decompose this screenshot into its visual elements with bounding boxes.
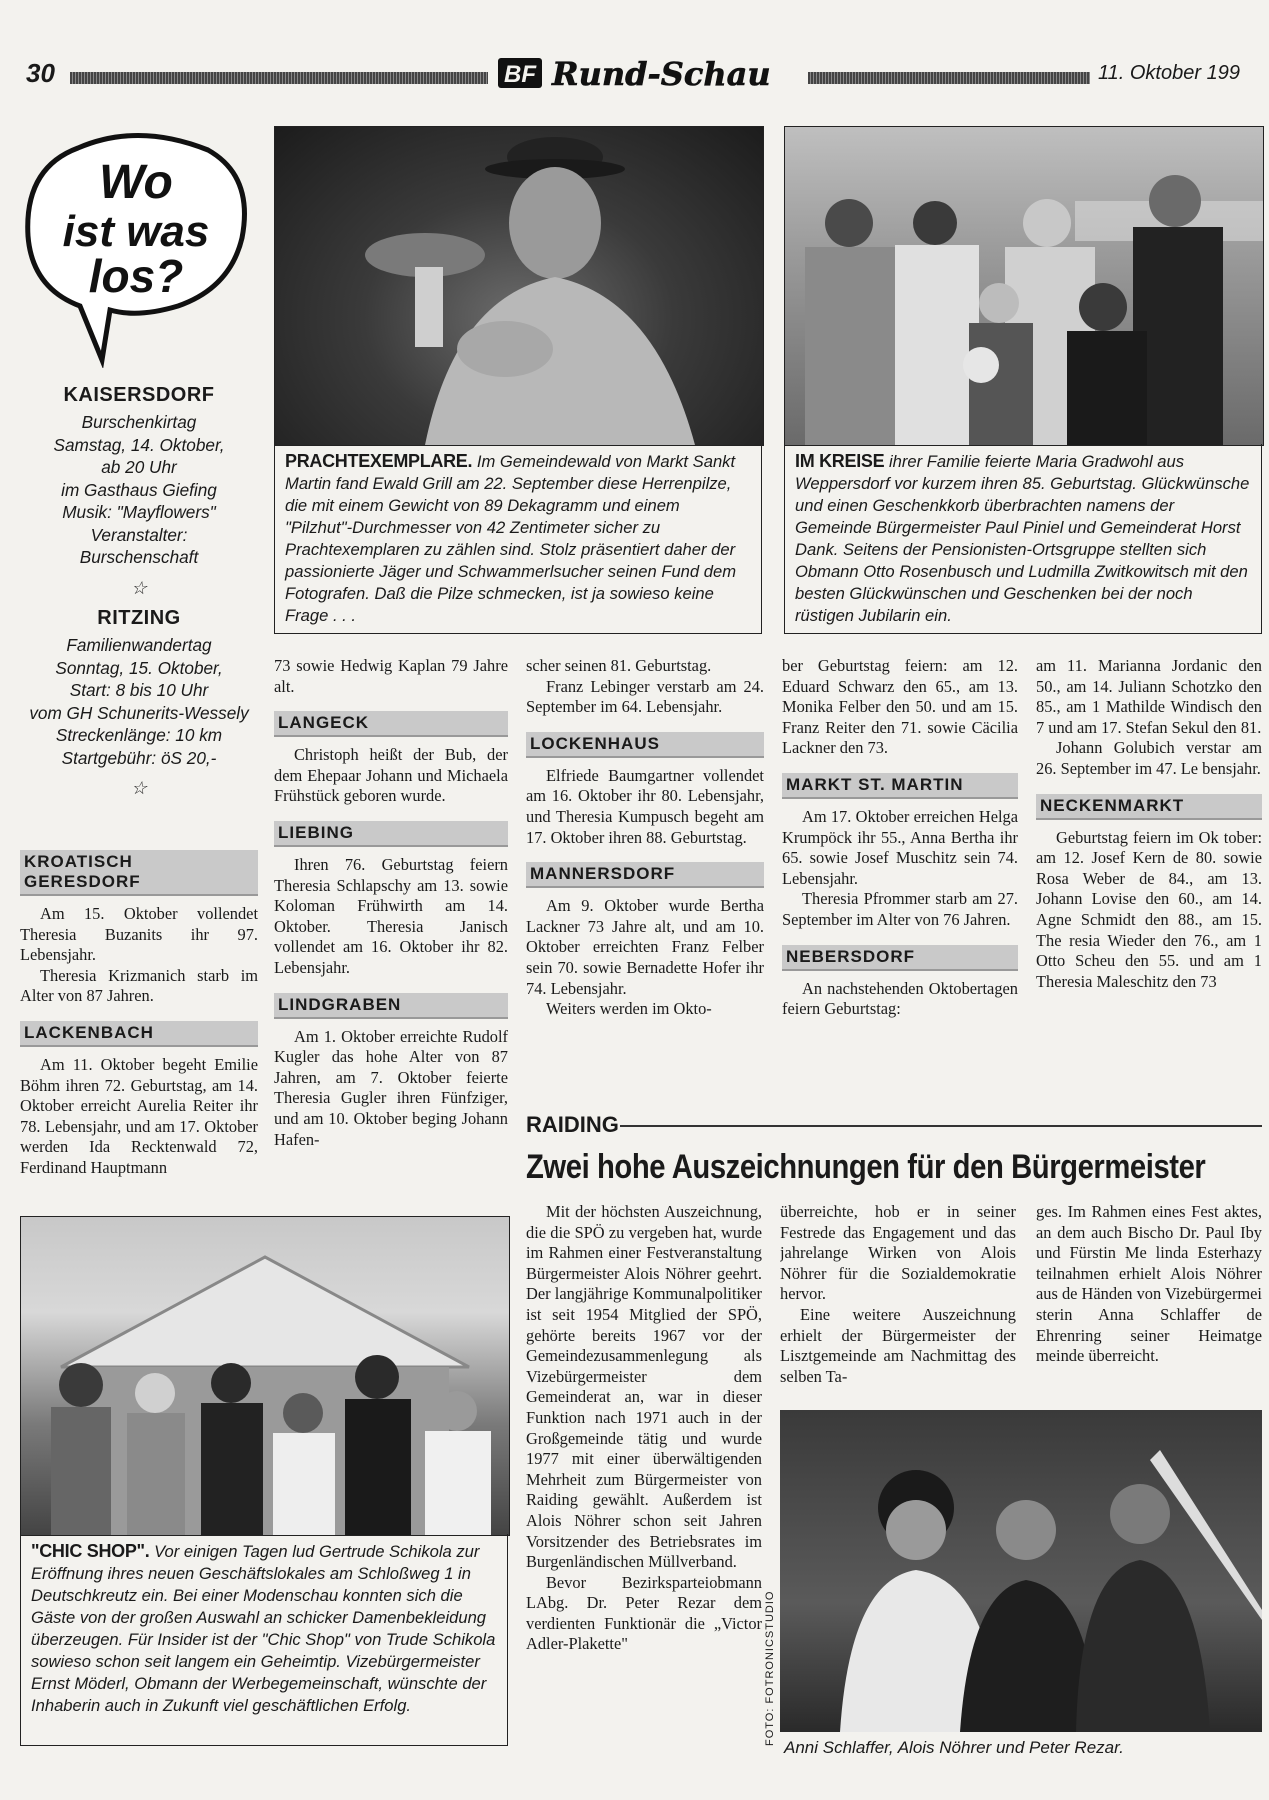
logo-title: Rund-Schau (552, 55, 771, 91)
paragraph: ber Geburtstag feiern: am 12. Eduard Schwarz den 65., am 13. Monika Felber den 50. und am 15. Franz Reiter den 71. sowie Cäcilia Lackner den 73. (782, 656, 1018, 758)
caption-label: IM KREISE (795, 451, 885, 471)
event-place: KAISERSDORF (63, 384, 215, 406)
paragraph: ges. Im Rahmen eines Fest aktes, an dem auch Bischo Dr. Paul Iby und Fürstin Me linda Esterhazy teilnahmen erhielt Alois Nöhrer aus de Händen von Vizebürgermei sterin Anna Schlaffer de Ehrenring seiner Heimatge meinde überreicht. (1036, 1202, 1262, 1366)
event-line: im Gasthaus Giefing (61, 479, 217, 500)
photo-family-birthday (784, 126, 1264, 446)
event-line: Veranstalter: (90, 524, 188, 545)
event-line: Streckenlänge: 10 km (55, 725, 223, 745)
section-heading: MARKT ST. MARTIN (782, 773, 1018, 799)
bubble-line-3: los? (88, 250, 184, 302)
paragraph: 73 sowie Hedwig Kaplan 79 Jahre alt. (274, 656, 508, 696)
article-kicker: RAIDING (526, 1112, 619, 1137)
paragraph: Am 1. Oktober erreichte Rudolf Kugler das hohe Alter von 87 Jahren, am 7. Oktober feierte Theresia Gugler ihren Fünfziger, und am 10. Oktober beging Johann Hafen- (274, 1026, 508, 1149)
event-line: Startgebühr: öS 20,- (61, 747, 217, 768)
column-1 (20, 842, 258, 1202)
column-2 (274, 656, 508, 1196)
caption-label: PRACHTEXEMPLARE. (285, 451, 473, 471)
paragraph: Bevor Bezirksparteiobmann LAbg. Dr. Peter Rezar dem verdienten Funktionär die „Victor Adler-Plakette" (526, 1572, 762, 1654)
star-divider-icon: ☆ (130, 778, 148, 798)
article-headline: Zwei hohe Auszeichnungen für den Bürgermeister (526, 1148, 1206, 1186)
section-heading: LOCKENHAUS (526, 732, 764, 758)
issue-date: 11. Oktober 199 (1098, 62, 1240, 84)
header-rule-right (808, 72, 1090, 84)
paragraph: Theresia Krizmanich starb im Alter von 87 Jahren. (20, 965, 258, 1006)
paragraph: am 11. Marianna Jordanic den 50., am 14. Juliann Schotzko den 85., am 1 Mathilde Windisch den 7 und am 17. Stefan Sekul den 81. (1036, 656, 1262, 737)
raiding-column-3 (1036, 1202, 1262, 1392)
paragraph: Am 11. Oktober begeht Emilie Böhm ihren 72. Geburtstag, am 14. Oktober erreicht Aurelia Reiter ihr 78. Lebensjahr, und am 17. Oktober werden Ida Recktenwald 72, Ferdinand Hauptmann (20, 1054, 258, 1177)
photo-mushroom-hunter (274, 126, 764, 446)
raiding-column-1 (526, 1202, 762, 1754)
paragraph: Theresia Pfrommer starb am 27. September im Alter von 76 Jahren. (782, 889, 1018, 929)
column-5 (1036, 656, 1262, 1096)
column-4 (782, 656, 1018, 1096)
paragraph: Mit der höchsten Auszeichnung, die die SPÖ zu vergeben hat, wurde im Rahmen einer Festveranstaltung Bürgermeister Alois Nöhrer geehrt. Der langjährige Kommunalpolitiker ist seit 1954 Mitglied der SPÖ, gehörte bereits 1967 vor der Gemeindezusammenlegung als Vizebürgermeister dem Gemeinderat an, war in dieser Funktion nach 1971 auch in der Großgemeinde tätig und wurde 1977 mit einer überwältigenden Mehrheit zum Bürgermeister von Raiding gewählt. Außerdem ist Alois Nöhrer schon seit Jahren Vorsitzender des Betriebsrates im Burgenländischen Müllverband. (526, 1202, 762, 1572)
paragraph: Am 17. Oktober erreichen Helga Krumpöck ihr 55., Anna Bertha ihr 65. sowie Josef Muschitz sein 74. Lebensjahr. (782, 806, 1018, 888)
bubble-line-1: Wo (99, 156, 173, 209)
publication-logo (496, 55, 796, 91)
section-heading: LIEBING (274, 821, 508, 847)
event-line: Burschenschaft (79, 547, 199, 567)
section-heading: KROATISCH GERESDORF (20, 850, 258, 896)
speech-bubble-icon (18, 128, 262, 368)
paragraph: Eine weitere Auszeichnung erhielt der Bürgermeister der Lisztgemeinde am Nachmittag des selben Ta- (780, 1304, 1016, 1386)
raiding-column-2 (780, 1202, 1016, 1392)
photo-award-ceremony (780, 1410, 1262, 1732)
event-line: vom GH Schunerits-Wessely (29, 702, 249, 723)
logo-letters: BF (504, 61, 536, 88)
caption-label: "CHIC SHOP". (31, 1541, 150, 1561)
paragraph: Am 15. Oktober vollendet Theresia Buzanits ihr 97. Lebensjahr. (20, 904, 258, 965)
paragraph: Am 9. Oktober wurde Bertha Lackner 73 Jahre alt, und am 10. Oktober erreichten Franz Felber sein 70. sowie Bernadette Hofer ihr 74. Lebensjahr. (526, 896, 764, 998)
section-heading: LINDGRABEN (274, 993, 508, 1019)
paragraph: Ihren 76. Geburtstag feiern Theresia Schlapschy am 13. sowie Koloman Frühwirth am 14. Oktober. Theresia Janisch vollendet am 16. Oktober ihr 82. Lebensjahr. (274, 854, 508, 977)
paragraph: Weiters werden im Okto- (546, 999, 712, 1019)
photo-credit: FOTO: FOTRONICSTUDIO (764, 1590, 776, 1746)
event-line: Samstag, 14. Oktober, (53, 434, 225, 455)
page-number: 30 (26, 58, 55, 88)
caption-award: Anni Schlaffer, Alois Nöhrer und Peter Rezar. (784, 1738, 1124, 1757)
paragraph: An nachstehenden Oktobertagen feiern Geburtstag: (782, 978, 1018, 1019)
event-line: Start: 8 bis 10 Uhr (69, 680, 209, 700)
event-line: ab 20 Uhr (101, 457, 177, 477)
paragraph: scher seinen 81. Geburtstag. (526, 656, 712, 675)
section-heading: LACKENBACH (20, 1021, 258, 1047)
event-line: Burschenkirtag (81, 412, 197, 432)
caption-text: ihrer Familie feierte Maria Gradwohl aus Weppersdorf vor kurzem ihren 85. Geburtstag. Glückwünsche und einen Geschenkkorb überbrachten namens der Gemeinde Bürgermeister Paul Piniel und Gemeinderat Horst Dank. Seitens der Pensionisten-Ortsgruppe stellten sich Obmann Otto Rosenbusch und Ludmilla Zwitkowitsch mit den besten Glückwünschen und Geschenken bei der noch rüstigen Jubilarin ein. (795, 452, 1250, 625)
caption-chic-shop (20, 1534, 508, 1746)
section-heading: MANNERSDORF (526, 862, 764, 888)
caption-text: Vor einigen Tagen lud Gertrude Schikola zur Eröffnung ihres neuen Geschäftslokales am Schloßweg 1 in Deutschkreutz ein. Bei einer Modenschau konnten sich die Gäste von der großen Auswahl an schicker Damenbekleidung überzeugen. Für Insider ist der "Chic Shop" von Trude Schikola sowieso schon seit langem ein Geheimtip. Vizebürgermeister Ernst Möderl, Obmann der Werbegemeinschaft, wünschte der Inhaberin auch in Zukunft viel geschäftlichen Erfolg. (31, 1542, 496, 1715)
paragraph: Geburtstag feiern im Ok tober: am 12. Josef Kern de 80. sowie Rosa Weber de 84., am 13. Johann Lovise den 60., am 14. Agne Schmidt den 88., am 15. The resia Wieder den 76., am 1 Otto Scheu den 55. und am 1 Theresia Maleschitz den 73 (1036, 827, 1262, 991)
photo-chic-shop (20, 1216, 510, 1536)
star-divider-icon: ☆ (130, 577, 148, 598)
event-kaisersdorf (20, 384, 258, 808)
paragraph: Franz Lebinger verstarb am 24. September im 64. Lebensjahr. (526, 676, 764, 717)
kicker-rule (620, 1125, 1262, 1127)
header-rule-left (70, 72, 488, 84)
section-heading: NECKENMARKT (1036, 794, 1262, 820)
paragraph: Christoph heißt der Bub, der dem Ehepaar Johann und Michaela Frühstück geboren wurde. (274, 745, 508, 806)
paragraph: Elfriede Baumgartner vollendet am 16. Oktober ihr 80. Lebensjahr, und Theresia Kumpusch begeht am 17. Oktober ihren 88. Geburtstag. (526, 765, 764, 847)
bubble-line-2: ist was (62, 207, 210, 256)
paragraph: Johann Golubich verstar am 26. September im 47. Le bensjahr. (1036, 738, 1262, 778)
section-heading: LANGECK (274, 711, 508, 737)
event-line: Familienwandertag (66, 635, 212, 655)
event-line: Musik: "Mayflowers" (62, 502, 216, 522)
event-line: Sonntag, 15. Oktober, (55, 657, 223, 678)
column-3 (526, 656, 764, 1096)
paragraph: überreichte, hob er in seiner Festrede das Engagement und das jahrelange Wirken von Alois Nöhrer für die Sozialdemokratie hervor. (780, 1202, 1016, 1304)
caption-family (784, 444, 1262, 634)
event-place: RITZING (97, 607, 181, 629)
caption-mushroom (274, 444, 762, 634)
caption-text: Im Gemeindewald von Markt Sankt Martin fand Ewald Grill am 22. September diese Herrenpilze, die mit einem Gewicht von 89 Dekagramm und einem "Pilzhut"-Durchmesser von 42 Zentimeter sicher zu Prachtexemplaren zu zählen sind. Stolz präsentiert daher der passionierte Jäger und Schwammerlsucher seinen Fund dem Fotografen. Daß die Pilze schmecken, ist ja sowieso keine Frage . . . (285, 452, 737, 625)
section-heading: NEBERSDORF (782, 945, 1018, 971)
